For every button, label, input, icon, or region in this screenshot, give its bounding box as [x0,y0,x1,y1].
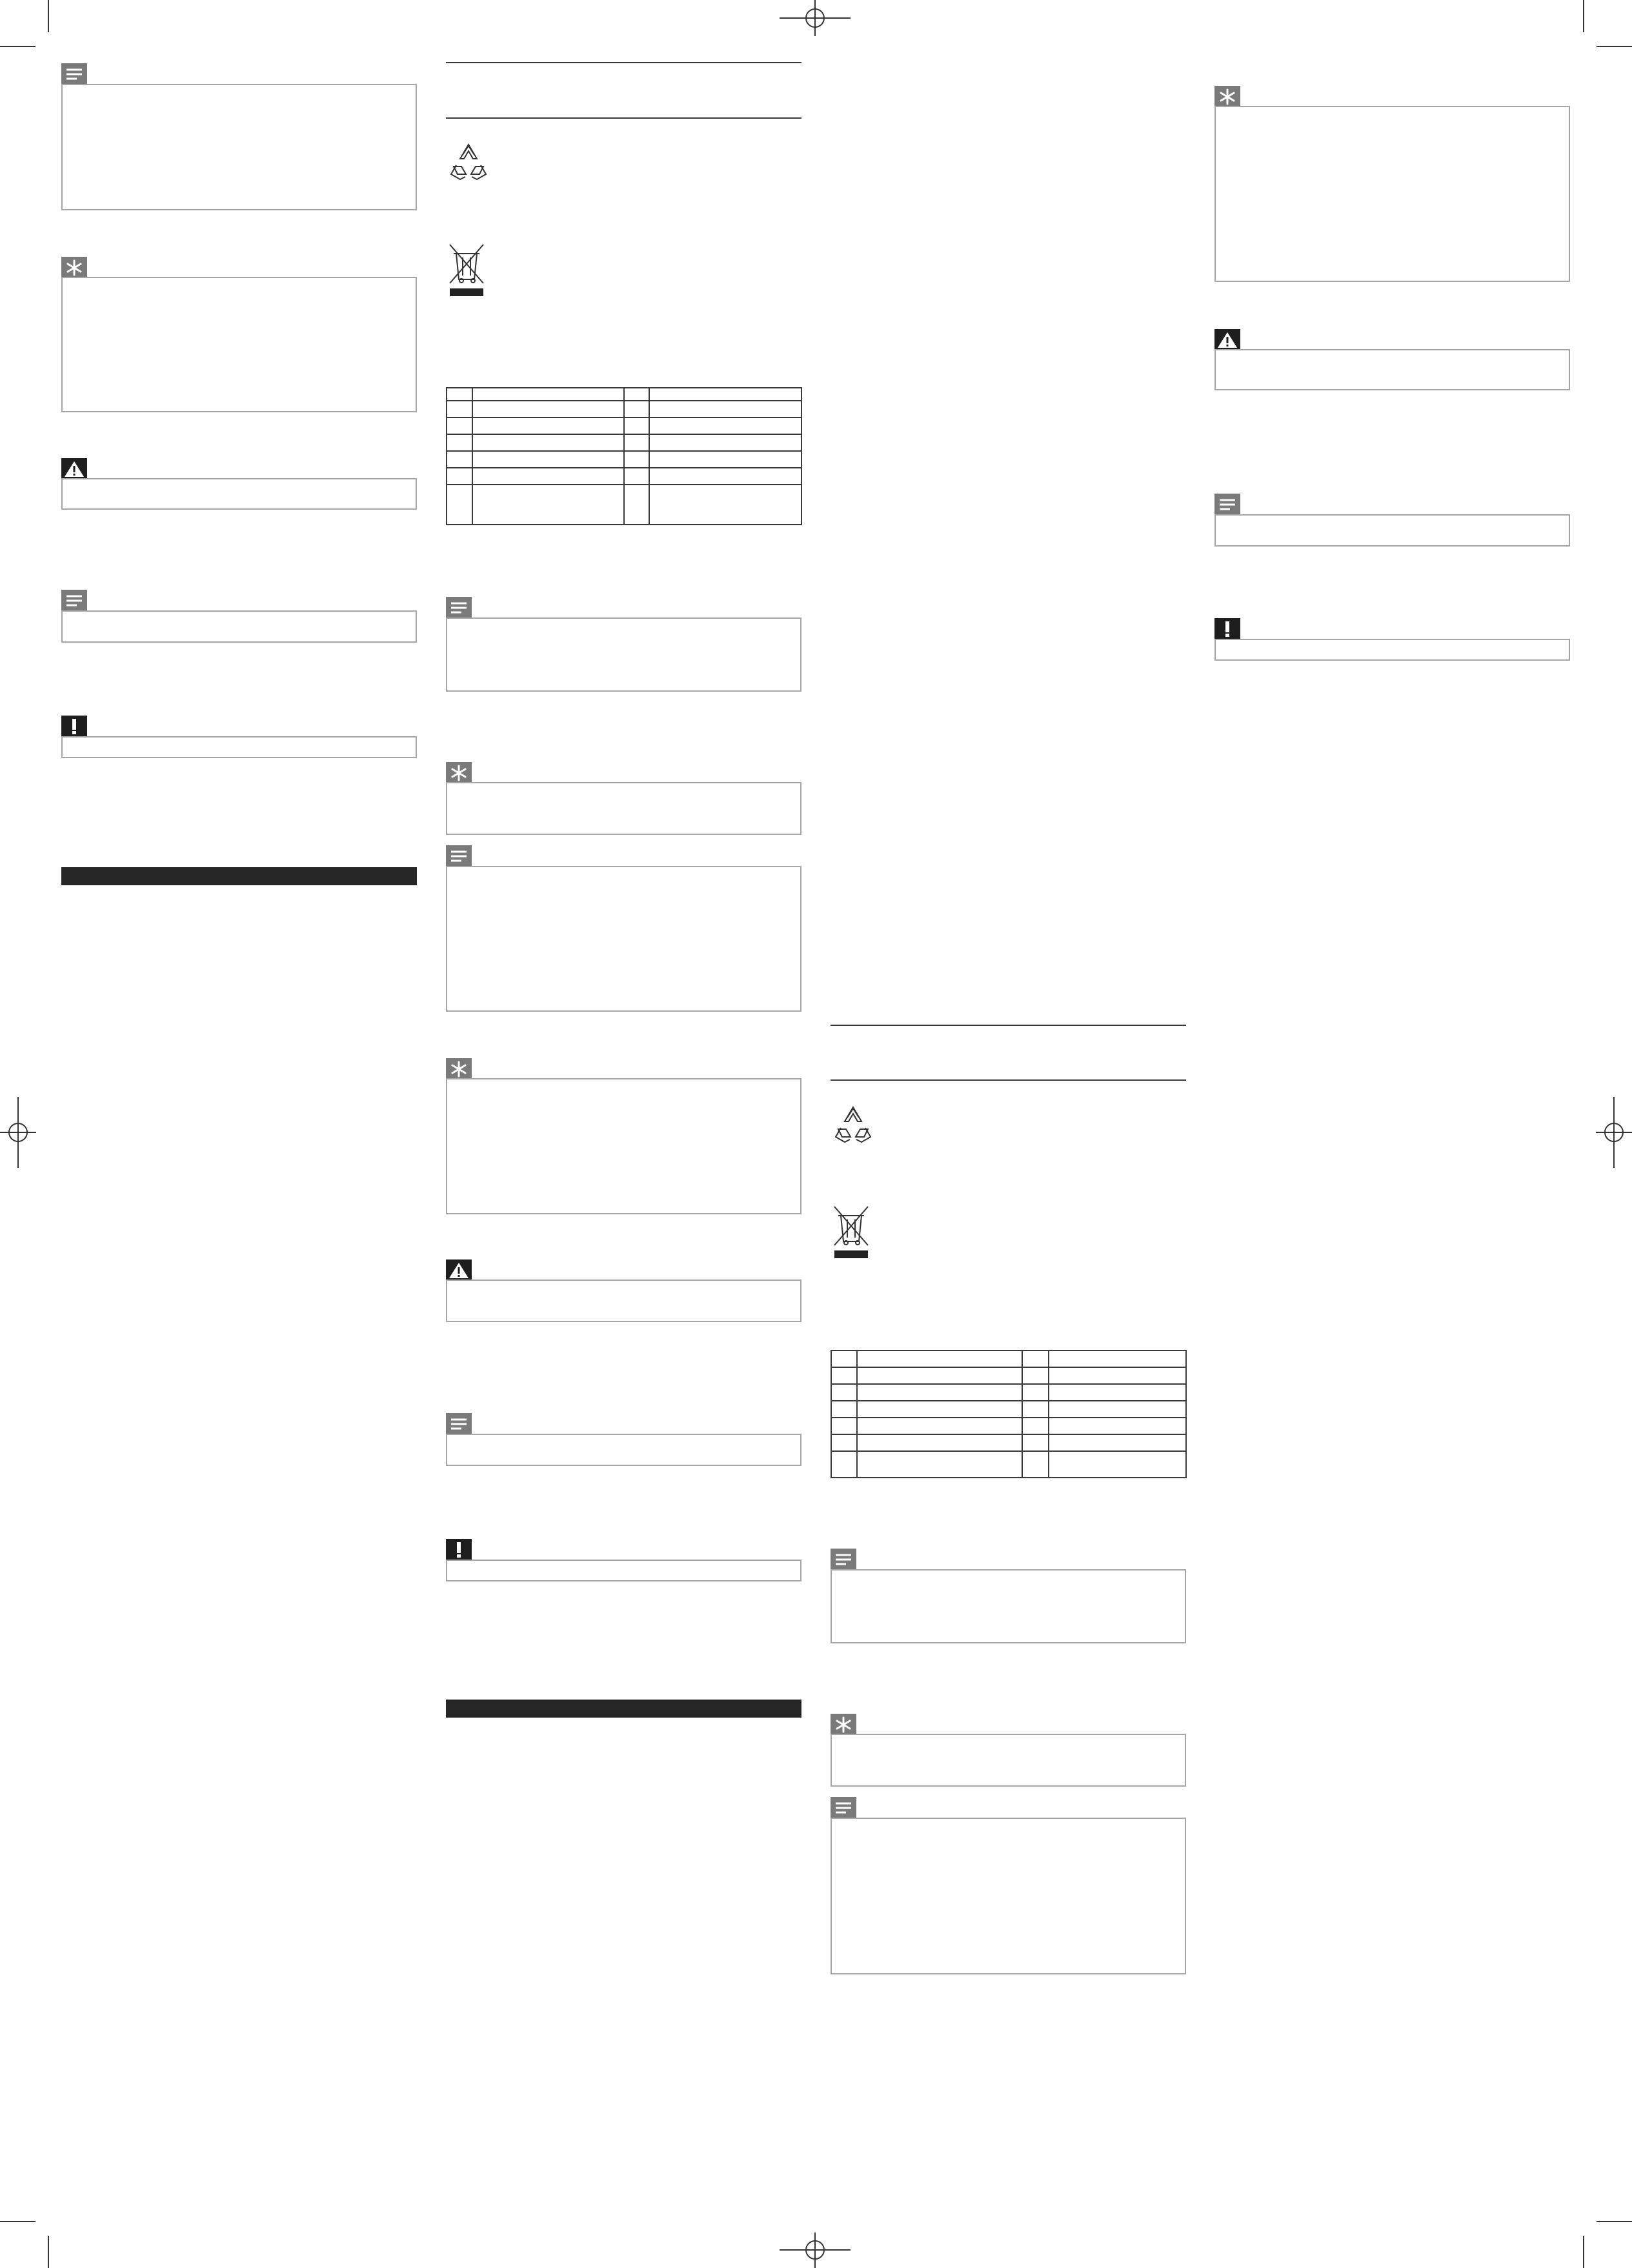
note-box [446,866,801,1012]
section-rule [831,1079,1186,1081]
note-icon [446,845,472,867]
caution-icon [61,716,87,737]
section-rule [446,117,801,119]
registration-mark-icon [780,0,851,39]
tip-box [446,1078,801,1214]
caution-box [1214,639,1570,661]
section-heading-bar [61,867,417,885]
note-box [831,1818,1186,1974]
tip-box [831,1734,1186,1787]
tip-icon [831,1714,856,1735]
tip-icon [446,1058,472,1079]
warning-box [1214,349,1570,390]
tip-box [61,277,417,412]
registration-mark-icon [780,2233,851,2268]
crossed-bin-icon [832,1204,871,1262]
note-box [446,617,801,692]
note-icon [831,1549,856,1570]
info-table [831,1350,1187,1478]
note-box [446,1434,801,1466]
warning-box [61,478,417,510]
note-icon [1214,494,1240,515]
note-box [831,1569,1186,1643]
caution-icon [1214,618,1240,639]
crossed-bin-icon [447,242,486,300]
tip-icon [446,762,472,783]
warning-icon [61,458,87,479]
note-icon [831,1797,856,1818]
tip-icon [1214,86,1240,107]
caution-box [446,1560,801,1581]
note-icon [61,63,87,85]
tip-icon [61,257,87,278]
recycle-icon [832,1103,874,1146]
caution-box [61,736,417,758]
info-table [446,387,802,525]
warning-icon [446,1259,472,1281]
registration-mark-icon [0,1097,39,1168]
tip-box [446,782,801,835]
note-box [1214,514,1570,547]
warning-icon [1214,329,1240,350]
warning-box [446,1280,801,1322]
section-heading-bar [446,1700,801,1718]
note-box [61,84,417,210]
note-icon [446,1413,472,1434]
section-rule [446,62,801,63]
recycle-icon [447,141,490,183]
note-icon [61,590,87,611]
caution-icon [446,1539,472,1560]
registration-mark-icon [1593,1097,1632,1168]
note-icon [446,597,472,618]
section-rule [831,1025,1186,1026]
note-box [61,610,417,643]
tip-box [1214,106,1570,282]
